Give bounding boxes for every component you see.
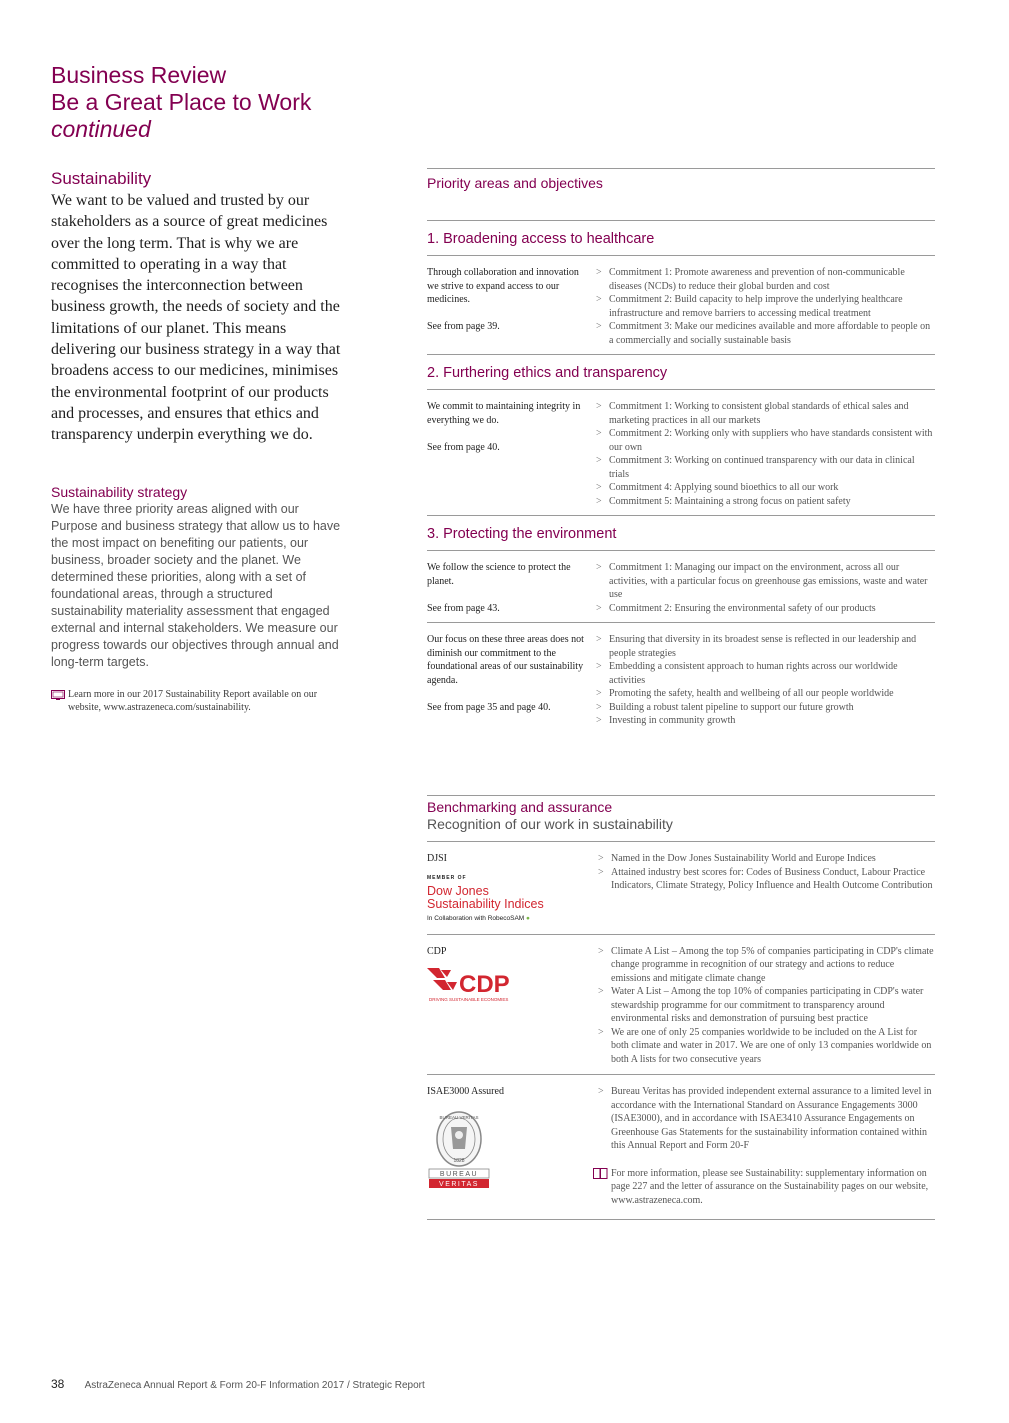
chevron-right-icon: > [596,661,602,672]
commitment-item: > Commitment 3: Make our medicines available and more affordable to people on a commercially and socially sustainable basis [596,321,931,346]
recognition-item: > Bureau Veritas has provided independent external assurance to a limited level in accordance with the International Standard on Assurance Engagements 3000 (ISAE3000), and in accordance with ISAE3410 Assurance Engagements on Greenhouse Gas Statements for the sustainability information contained within this Annual Report and Form 20-F [598,1086,932,1151]
page-reference: See from page 39. [427,321,500,332]
section-title: Business Review [51,62,227,88]
area-description: We commit to maintaining integrity in everything we do. [427,401,581,426]
bureau-veritas-logo [427,1109,491,1194]
foundation-item: > Investing in community growth [596,715,736,726]
chevron-right-icon: > [598,986,604,997]
area-description: We follow the science to protect the planet. [427,562,571,587]
djsi-row [427,842,935,935]
chevron-right-icon: > [598,1026,604,1038]
page-reference: See from page 35 and page 40. [427,701,551,713]
page-reference: See from page 43. [427,602,500,614]
chevron-right-icon: > [596,634,602,645]
area-heading: 3. Protecting the environment [427,516,935,551]
learn-more-note [51,688,341,715]
djsi-label: DJSI [427,853,448,864]
page-reference: See from page 40. [427,441,500,453]
chevron-right-icon: > [596,482,602,493]
svg-text:CDP: CDP [459,971,510,998]
svg-text:VERITAS: VERITAS [439,1180,479,1188]
foundational-row [427,623,935,735]
recognition-item: > Water A List – Among the top 10% of companies participating in CDP's water stewardship programme for our commitment to transparency around environmental risks and demonstration of pursuing best practice [598,986,924,1024]
commitment-item: > Commitment 2: Ensuring the environmental safety of our products [596,602,876,614]
chevron-right-icon: > [596,401,602,412]
chevron-right-icon: > [596,321,602,332]
commitment-item: > Commitment 4: Applying sound bioethics to all our work [596,482,839,493]
chevron-right-icon: > [596,602,602,614]
commitment-item: > Commitment 3: Working on continued transparency with our data in clinical trials [596,455,915,480]
footer-text: AstraZeneca Annual Report & Form 20-F Information 2017 / Strategic Report [84,1380,425,1391]
page-number: 38 [51,1377,65,1391]
svg-text:BUREAU: BUREAU [439,1170,479,1178]
benchmarking-subtitle: Recognition of our work in sustainability [427,816,935,842]
area-row [427,551,935,623]
recognition-item: > We are one of only 25 companies worldwide to be included on the A List for both climate and water in 2017. We are one of only 13 companies worldwide on both A lists for two consecutive years [598,1026,932,1065]
recognition-item: > Named in the Dow Jones Sustainability World and Europe Indices [598,853,876,864]
benchmarking-title: Benchmarking and assurance [427,799,613,815]
chevron-right-icon: > [596,701,602,713]
chevron-right-icon: > [598,853,604,864]
benchmarking-section [427,795,935,1220]
dow-jones-logo: MEMBER OF Dow Jones Sustainability Indices In Collaboration with RobecoSAM ● [427,874,544,922]
chevron-right-icon: > [598,1086,604,1097]
more-info-note [611,1167,935,1208]
svg-text:DRIVING SUSTAINABLE ECONOMIES: DRIVING SUSTAINABLE ECONOMIES [429,997,509,1002]
chevron-right-icon: > [596,562,602,573]
recognition-item: > Attained industry best scores for: Codes of Business Conduct, Labour Practice Indicators, Climate Strategy, Policy Influence and Health Outcome Contribution [598,866,933,891]
left-column [51,168,341,715]
chevron-right-icon: > [596,294,602,305]
foundation-item: > Building a robust talent pipeline to support our future growth [596,701,854,713]
strategy-paragraph: We have three priority areas aligned with our Purpose and business strategy that allow us to have the most impact on benefiting our patients, our business, broader society and the planet. We determined these priorities, along with a set of foundational areas, through a structured sustainability materiality assessment that engaged external and internal stakeholders. We measure our progress towards our objectives through annual and long-term targets. [51,501,341,669]
commitment-item: > Commitment 1: Promote awareness and prevention of non-communicable diseases (NCDs) to reduce their global burden and cost [596,267,905,292]
chevron-right-icon: > [598,866,604,878]
chevron-right-icon: > [596,495,602,507]
strategy-heading: Sustainability strategy [51,483,188,500]
chevron-right-icon: > [596,267,602,278]
page-footer [51,1377,425,1391]
page-title: Be a Great Place to Work [51,89,312,115]
priority-areas [427,168,935,735]
chevron-right-icon: > [596,715,602,726]
cdp-logo [427,968,598,1013]
learn-more-text[interactable]: Learn more in our 2017 Sustainability Report available on our website, www.astrazeneca.com/sustainability. [68,688,318,714]
commitment-item: > Commitment 1: Managing our impact on the environment, across all our activities, with a particular focus on greenhouse gas emissions, waste and water use [596,562,928,600]
sustainability-heading: Sustainability [51,169,152,188]
chevron-right-icon: > [596,688,602,699]
isae-row [427,1075,935,1220]
cdp-label: CDP [427,945,447,957]
isae-label: ISAE3000 Assured [427,1086,504,1097]
area-heading: 1. Broadening access to healthcare [427,221,935,256]
priority-title: Priority areas and objectives [427,175,603,191]
foundation-item: > Ensuring that diversity in its broadest sense is reflected in our leadership and people strategies [596,634,917,659]
commitment-item: > Commitment 1: Working to consistent global standards of ethical sales and marketing practices in all our markets [596,401,909,426]
cdp-row [427,935,935,1076]
continued-label: continued [51,116,151,142]
area-description: Through collaboration and innovation we strive to expand access to our medicines. [427,267,579,305]
more-info-text[interactable]: For more information, please see Sustainability: supplementary information on page 227 and the letter of assurance on the Sustainability pages on our website, www.astrazeneca.com. [611,1167,929,1206]
commitment-item: > Commitment 2: Working only with suppliers who have standards consistent with our own [596,428,933,453]
chevron-right-icon: > [596,455,602,466]
foundation-description: Our focus on these three areas does not diminish our commitment to the foundational areas of our sustainability agenda. [427,634,584,686]
area-row [427,256,935,355]
intro-paragraph: We want to be valued and trusted by our stakeholders as a source of great medicines over the long term. That is why we are committed to operating in a way that recognises the interconnection between business growth, the needs of society and the limitations of our planet. This means delivering our business strategy in a way that broadens access to our medicines, minimises the environmental footprint of our products and processes, and ensures that ethics and transparency underpin everything we do. [51,192,341,444]
area-heading: 2. Furthering ethics and transparency [427,355,935,390]
book-icon [593,1167,611,1208]
commitment-item: > Commitment 5: Maintaining a strong focus on patient safety [596,495,851,507]
foundation-item: > Promoting the safety, health and wellbeing of all our people worldwide [596,688,894,699]
computer-icon [51,688,68,715]
foundation-item: > Embedding a consistent approach to human rights across our worldwide activities [596,661,898,686]
commitment-item: > Commitment 2: Build capacity to help improve the underlying healthcare infrastructure and remove barriers to accessing medical treatment [596,294,903,319]
recognition-item: > Climate A List – Among the top 5% of companies participating in CDP's climate change programme in recognition of our strategy and actions to reduce emissions and mitigate climate change [598,945,934,984]
chevron-right-icon: > [598,945,604,957]
page-header [51,62,311,143]
svg-text:BUREAU VERITAS: BUREAU VERITAS [439,1114,479,1120]
area-row [427,390,935,516]
chevron-right-icon: > [596,428,602,439]
svg-text:1828: 1828 [453,1157,465,1164]
